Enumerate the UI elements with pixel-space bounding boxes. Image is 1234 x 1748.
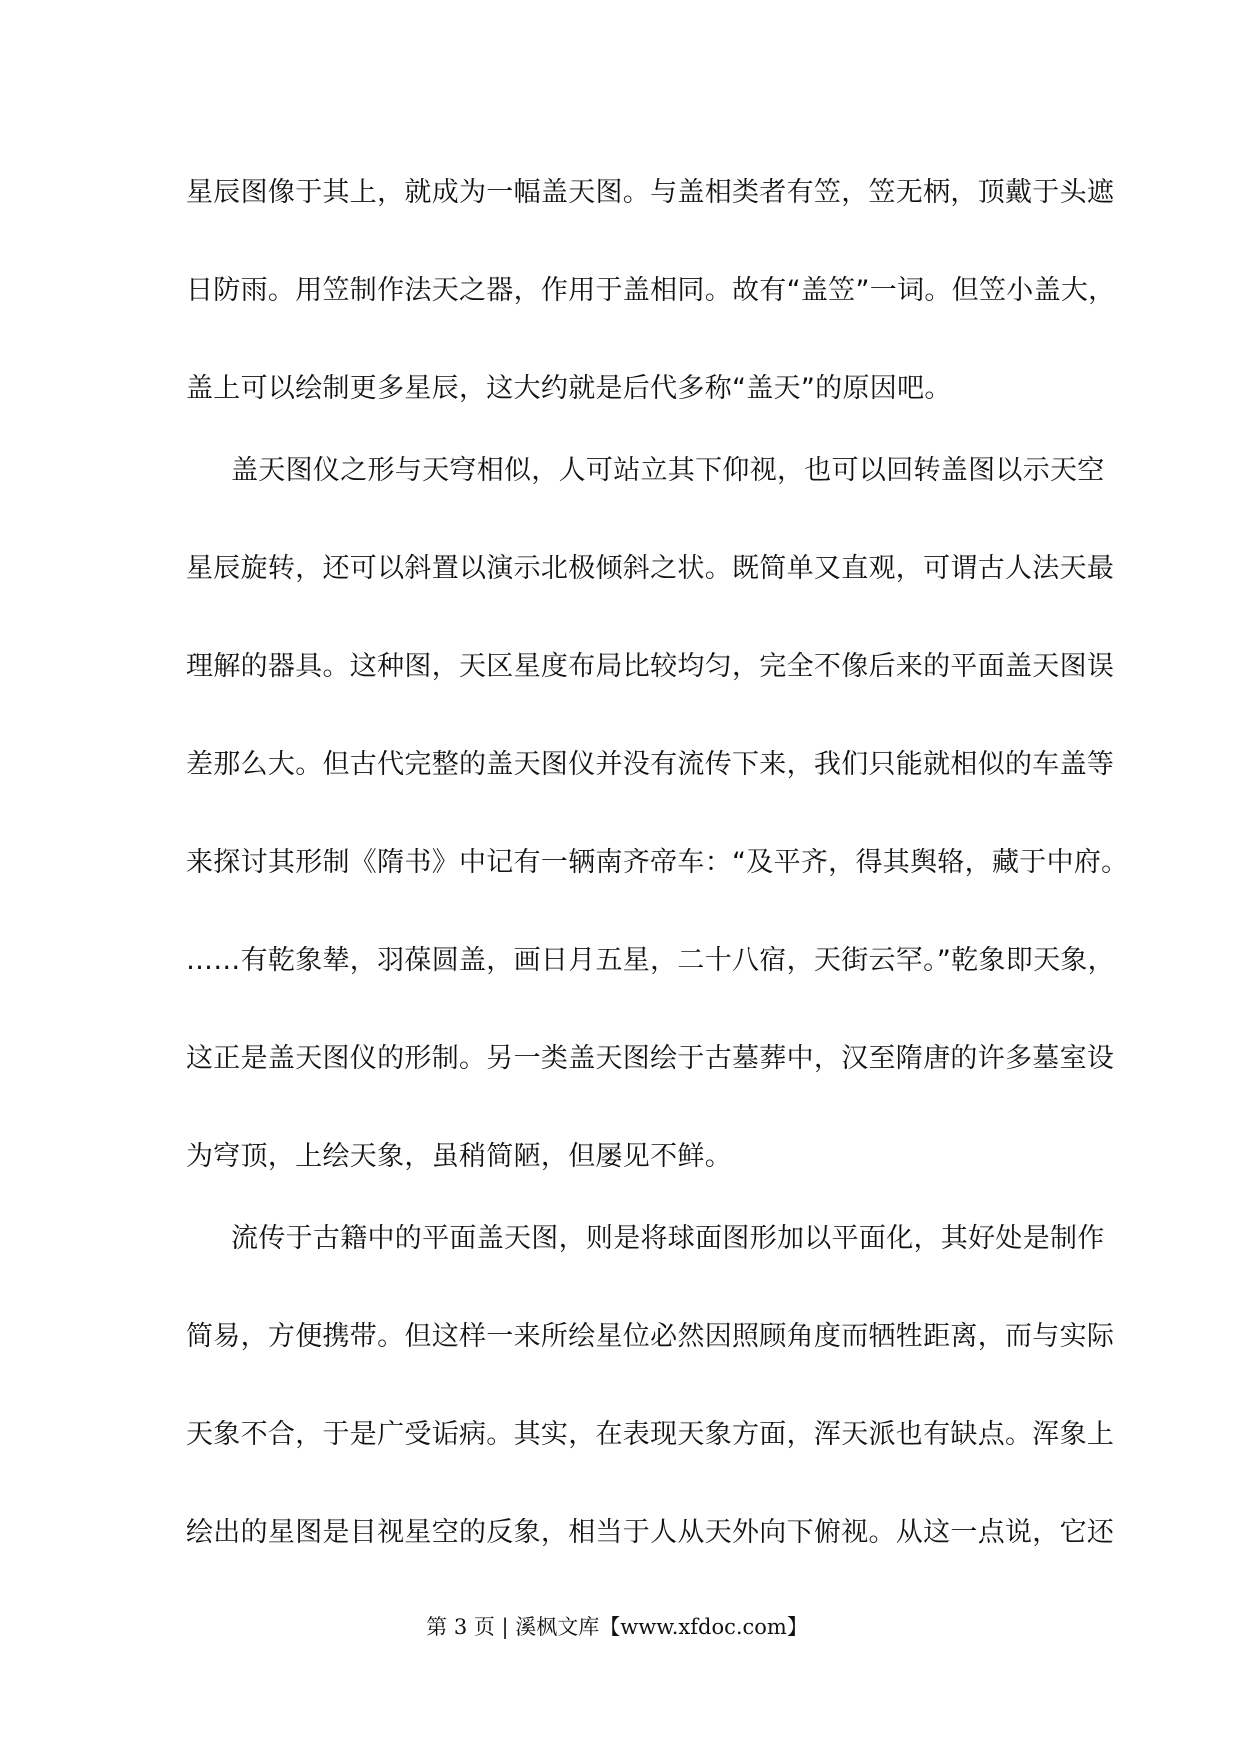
text-line: 差那么大。但古代完整的盖天图仪并没有流传下来，我们只能就相似的车盖等 <box>186 749 1115 780</box>
text-line: 星辰图像于其上，就成为一幅盖天图。与盖相类者有笠，笠无柄，顶戴于头遮 <box>186 177 1115 208</box>
text-line: 盖天图仪之形与天穹相似，人可站立其下仰视，也可以回转盖图以示天空 <box>231 455 1105 486</box>
text-line: 为穹顶，上绘天象，虽稍简陋，但屡见不鲜。 <box>186 1141 732 1172</box>
text-line: 绘出的星图是目视星空的反象，相当于人从天外向下俯视。从这一点说，它还 <box>186 1517 1115 1548</box>
text-line: 星辰旋转，还可以斜置以演示北极倾斜之状。既简单又直观，可谓古人法天最 <box>186 553 1115 584</box>
text-line: 这正是盖天图仪的形制。另一类盖天图绘于古墓葬中，汉至隋唐的许多墓室设 <box>186 1043 1115 1074</box>
text-line: 简易，方便携带。但这样一来所绘星位必然因照顾角度而牺牲距离，而与实际 <box>186 1321 1115 1352</box>
text-line: 天象不合，于是广受诟病。其实，在表现天象方面，浑天派也有缺点。浑象上 <box>186 1419 1115 1450</box>
text-line: 流传于古籍中的平面盖天图，则是将球面图形加以平面化，其好处是制作 <box>231 1223 1105 1254</box>
text-line: ……有乾象辇，羽葆圆盖，画日月五星，二十八宿，天街云罕。”乾象即天象， <box>186 945 1115 976</box>
text-line: 理解的器具。这种图，天区星度布局比较均匀，完全不像后来的平面盖天图误 <box>186 651 1115 682</box>
text-line: 盖上可以绘制更多星辰，这大约就是后代多称“盖天”的原因吧。 <box>186 373 952 404</box>
text-line: 日防雨。用笠制作法天之器，作用于盖相同。故有“盖笠”一词。但笠小盖大， <box>186 275 1116 306</box>
page-footer: 第 3 页 | 溪枫文库【www.xfdoc.com】 <box>426 1615 808 1639</box>
body-text <box>186 160 1129 1598</box>
text-line: 来探讨其形制《隋书》中记有一辆南齐帝车：“及平齐，得其舆辂，藏于中府。 <box>186 847 1129 878</box>
